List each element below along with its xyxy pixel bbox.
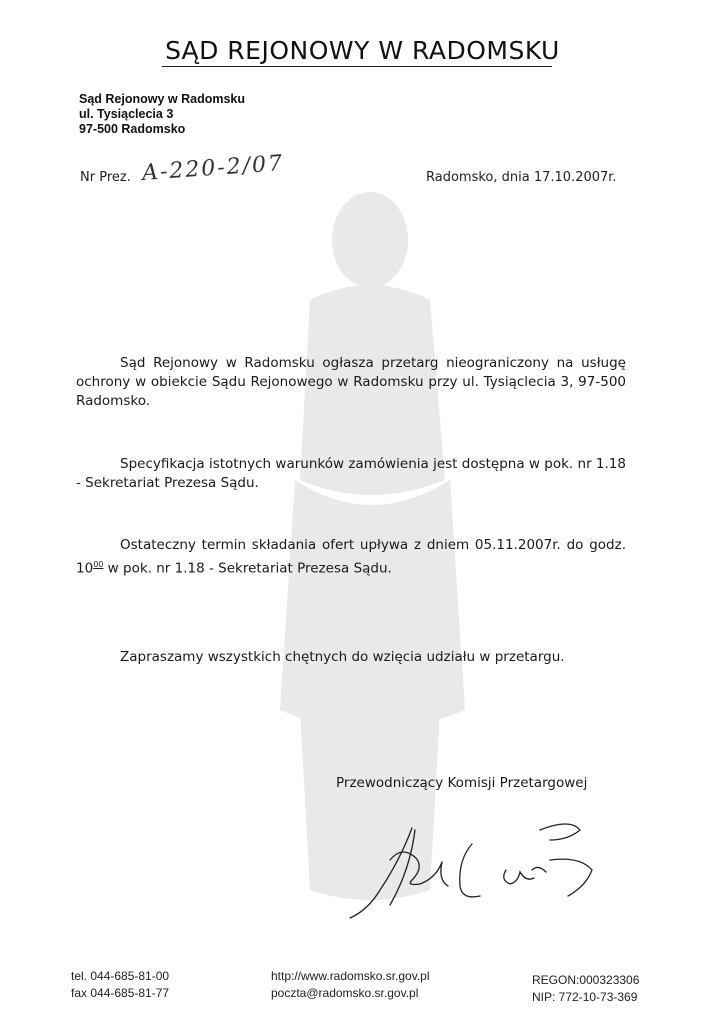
paragraph-1-text: Sąd Rejonowy w Radomsku ogłasza przetarg nieograniczony na usługę ochrony w obiekcie Sądu Rejonowego w Radomsku przy ul. Tysiąclecia 3, 97-500 Radomsko. <box>76 355 626 409</box>
paragraph-3-time-superscript: 00 <box>93 560 104 569</box>
footer-website-link[interactable]: http://www.radomsko.sr.gov.pl <box>271 969 430 983</box>
address-line-city: 97-500 Radomsko <box>79 122 186 136</box>
paragraph-3-text-start: Ostateczny termin składania ofert upływa z dniem 05.11.2007r. do godz. 10 <box>76 537 626 577</box>
title-underline <box>162 66 552 67</box>
paragraph-3-text-end: w pok. nr 1.18 - Sekretariat Prezesa Sądu. <box>103 560 392 577</box>
document-title: SĄD REJONOWY W RADOMSKU <box>165 36 560 65</box>
address-line-street: ul. Tysiąclecia 3 <box>79 107 174 121</box>
paragraph-specification <box>76 455 626 493</box>
footer-regon: REGON:000323306 <box>532 973 640 987</box>
footer-registry-block <box>532 972 639 1006</box>
handwritten-reference-number: A-220-2/07 <box>141 151 285 186</box>
paragraph-announcement <box>76 354 626 411</box>
handwritten-signature <box>320 800 610 930</box>
footer-contact-block <box>271 968 430 1002</box>
footer-telephone: tel. 044-685-81-00 <box>71 969 170 983</box>
reference-label: Nr Prez. <box>80 170 131 185</box>
address-line-name: Sąd Rejonowy w Radomsku <box>79 92 246 106</box>
background-watermark-figure <box>240 150 500 910</box>
footer-fax: fax 044-685-81-77 <box>71 986 170 1000</box>
sender-address <box>79 92 245 137</box>
paragraph-2-text: Specyfikacja istotnych warunków zamówienia jest dostępna w pok. nr 1.18 - Sekretariat Prezesa Sądu. <box>76 456 626 491</box>
signatory-title: Przewodniczący Komisji Przetargowej <box>336 775 588 791</box>
paragraph-4-text: Zapraszamy wszystkich chętnych do wzięcia udziału w przetargu. <box>120 649 565 665</box>
date-line: Radomsko, dnia 17.10.2007r. <box>426 170 617 185</box>
paragraph-deadline <box>76 536 626 579</box>
footer-nip: NIP: 772-10-73-369 <box>532 990 638 1004</box>
footer-email-link[interactable]: poczta@radomsko.sr.gov.pl <box>271 986 419 1000</box>
paragraph-invitation <box>76 648 626 667</box>
footer-phone-block <box>71 968 169 1002</box>
